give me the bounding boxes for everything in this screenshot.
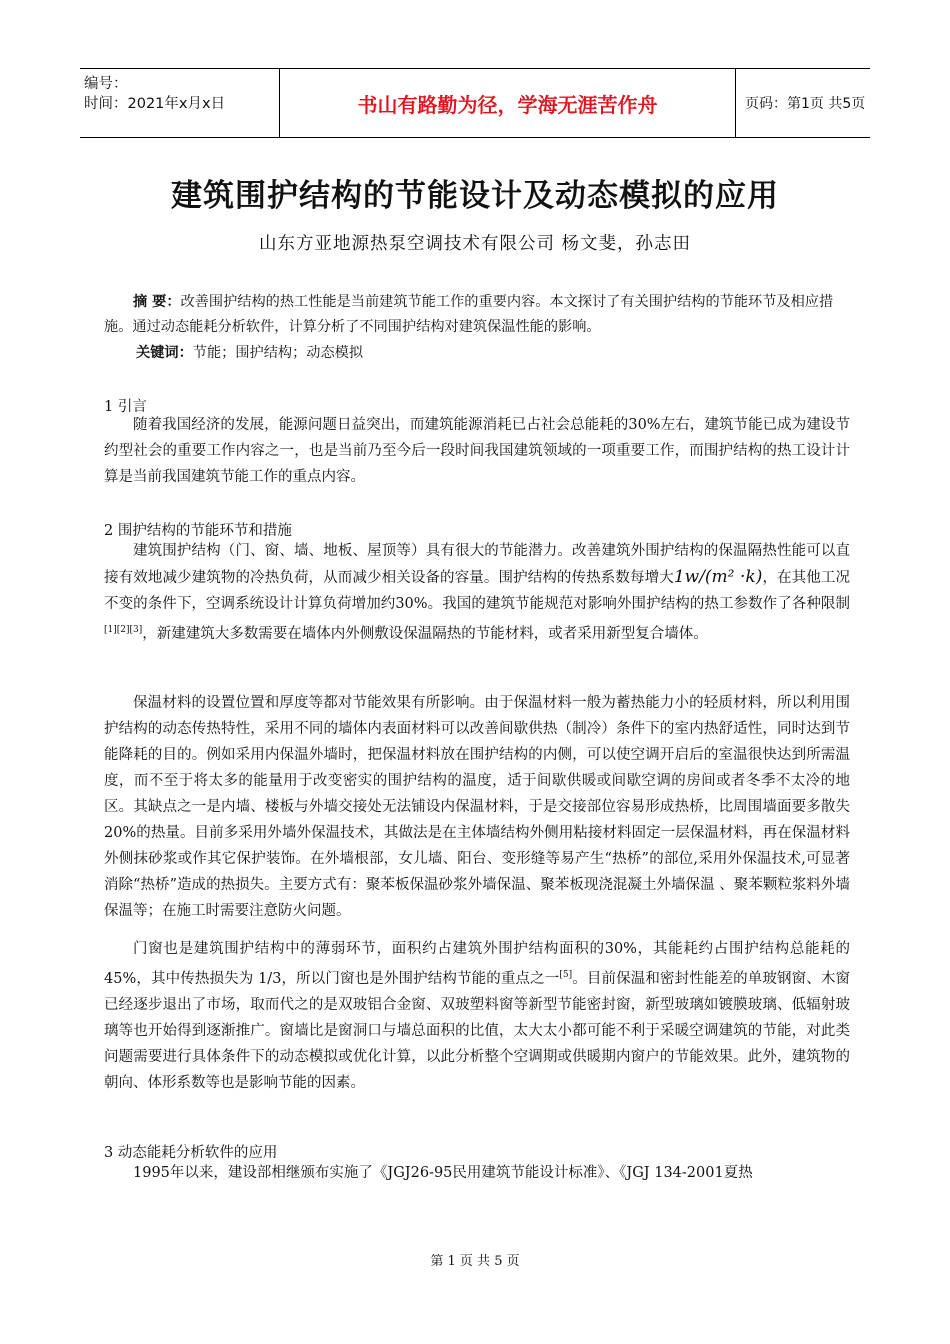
doc-number: 编号： <box>84 76 128 92</box>
s2-text-a: 建筑围护结构（门、窗、墙、地板、屋顶等）具有很大的节能潜力。改善建筑外围护结构的保温隔热性能可以直接有效地减少建筑物的冷热负荷，从而减少相关设备的容量。围护结构的传热系数每增大 <box>104 543 850 586</box>
keywords-text: 节能；围护结构；动态模拟 <box>192 345 364 361</box>
s2-p3-text-a: 门窗也是建筑围护结构中的薄弱环节，面积约占建筑外围护结构面积的30%，其能耗约占围护结构总能耗的45%，其中传热损失为 1/3，所以门窗也是外围护结构节能的重点之一 <box>104 941 850 987</box>
abstract-text: 改善围护结构的热工性能是当前建筑节能工作的重要内容。本文探讨了有关围护结构的节能环节及相应措施。通过动态能耗分析软件，计算分析了不同围护结构对建筑保温性能的影响。 <box>104 294 834 335</box>
section-2-title: 2 围护结构的节能环节和措施 <box>104 523 292 539</box>
header-meta <box>80 69 280 137</box>
doc-title: 建筑围护结构的节能设计及动态模拟的应用 <box>171 178 779 214</box>
section-3-title: 3 动态能耗分析软件的应用 <box>104 1145 278 1161</box>
abstract-label: 摘 要： <box>133 294 181 310</box>
section-1-paragraph: 随着我国经济的发展，能源问题日益突出，而建筑能源消耗已占社会总能耗的30%左右，建筑节能已成为建设节约型社会的重要工作内容之一，也是当前乃至今后一段时间我国建筑领域的一项重要工作，而围护结构的热工设计计算是当前我国建筑节能工作的重点内容。 <box>104 417 850 485</box>
heat-transfer-formula: 1w/(m² ·k) <box>673 567 763 587</box>
page-footer: 第 1 页 共 5 页 <box>430 1254 520 1269</box>
doc-time: 时间：2021年x月x日 <box>84 96 226 112</box>
section-1-title: 1 引言 <box>104 399 147 415</box>
keywords-label: 关键词： <box>136 345 193 361</box>
section-3-paragraph: 1995年以来，建设部相继颁布实施了《JGJ26-95民用建筑节能设计标准》、《JGJ 134-2001夏热 <box>133 1165 753 1181</box>
section-2-paragraph-2: 保温材料的设置位置和厚度等都对节能效果有所影响。由于保温材料一般为蓄热能力小的轻质材料，所以利用围护结构的动态传热特性，采用不同的墙体内表面材料可以改善间歇供热（制冷）条件下的室内热舒适性，同时达到节能降耗的目的。例如采用内保温外墙时，把保温材料放在围护结构的内侧，可以使空调开启后的室温很快达到所需温度，而不至于将太多的能量用于改变密实的围护结构的温度，适于间歇供暖或间歇空调的房间或者冬季不太冷的地区。其缺点之一是内墙、楼板与外墙交接处无法铺设内保温材料，于是交接部位容易形成热桥，比周围墙面要多散失20%的热量。目前多采用外墙外保温技术，其做法是在主体墙结构外侧用粘接材料固定一层保温材料，再在保温材料外侧抹砂浆或作其它保护装饰。在外墙根部，女儿墙、阳台、变形缝等易产生“热桥”的部位,采用外保温技术,可显著消除“热桥”造成的热损失。主要方式有：聚苯板保温砂浆外墙保温、聚苯板现浇混凝土外墙保温 、聚苯颗粒浆料外墙保温等；在施工时需要注意防火问题。 <box>104 695 850 919</box>
section-2-paragraph-1 <box>104 538 850 647</box>
s2-text-c: ，新建建筑大多数需要在墙体内外侧敷设保温隔热的节能材料，或者采用新型复合墙体。 <box>142 625 708 642</box>
keywords <box>136 342 363 362</box>
abstract <box>104 290 850 340</box>
citation-1-3: [1][2][3] <box>104 625 143 635</box>
header-motto: 书山有路勤为径，学海无涯苦作舟 <box>280 69 736 137</box>
section-2-paragraph-3 <box>104 936 850 1096</box>
header-page-code: 页码：第1页 共5页 <box>745 96 866 112</box>
citation-5: [5] <box>559 970 573 980</box>
page-header <box>80 68 870 138</box>
s2-p3-text-b: 。目前保温和密封性能差的单玻钢窗、木窗已经逐步退出了市场，取而代之的是双玻铝合金窗、双玻塑料窗等新型节能密封窗，新型玻璃如镀膜玻璃、低辐射玻璃等也开始得到逐渐推广。窗墙比是窗洞口与墙总面积的比值，太大太小都可能不利于采暖空调建筑的节能，对此类问题需要进行具体条件下的动态模拟或优化计算，以此分析整个空调期或供暖期内窗户的节能效果。此外，建筑物的朝向、体形系数等也是影响节能的因素。 <box>104 970 851 1091</box>
doc-authors: 山东方亚地源热泵空调技术有限公司 杨文斐，孙志田 <box>258 234 692 254</box>
s2-text-b: ，在其他工况不变的条件下，空调系统设计计算负荷增加约30%。我国的建筑节能规范对影响外围护结构的热工参数作了各种限制 <box>104 570 851 612</box>
